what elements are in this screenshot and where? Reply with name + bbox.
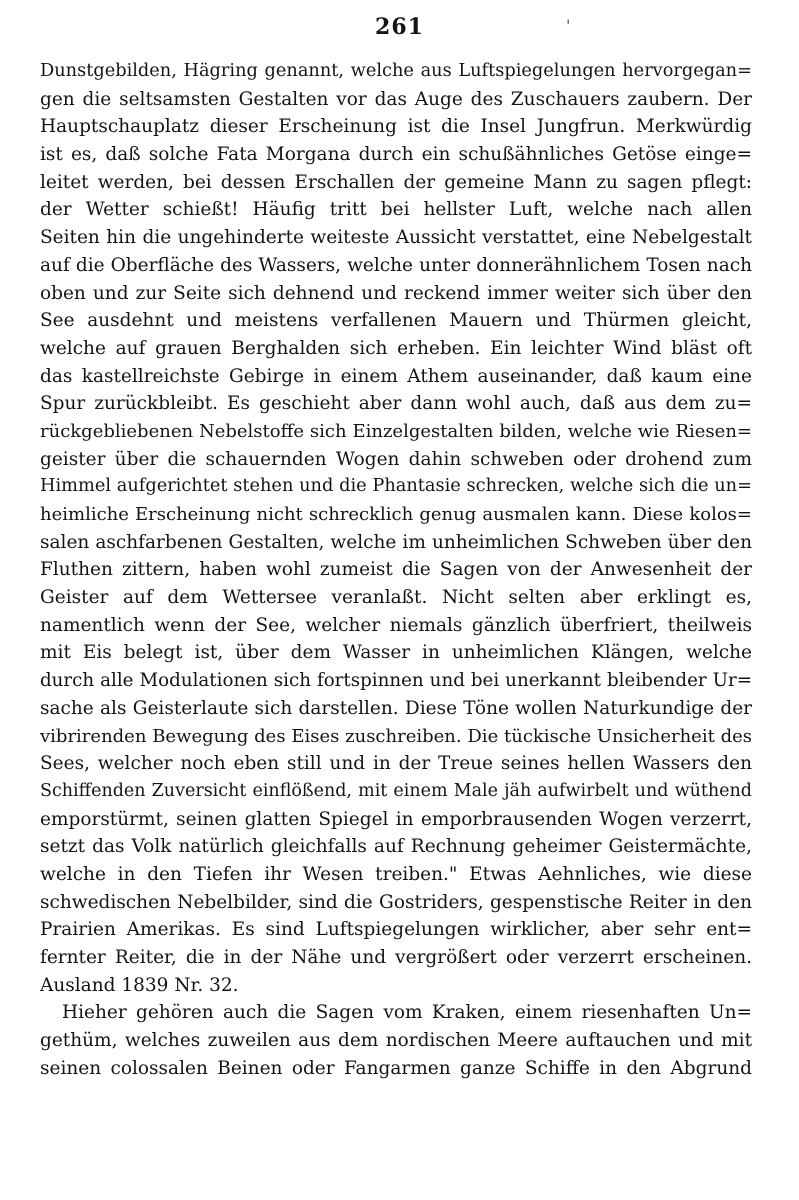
text-line: schwedischen Nebelbilder, sind die Gostriders, gespenstische Reiter in den xyxy=(40,891,752,913)
text-line: durch alle Modulationen sich fortspinnen und bei unerkannt bleibender Ur= xyxy=(40,670,752,692)
text-line: Fluthen zittern, haben wohl zumeist die Sagen von der Anwesenheit der xyxy=(40,559,752,581)
paragraph-1 xyxy=(40,58,752,999)
text-line: gethüm, welches zuweilen aus dem nordischen Meere auftauchen und mit xyxy=(40,1030,752,1052)
text-line: emporstürmt, seinen glatten Spiegel in emporbrausenden Wogen verzerrt, xyxy=(40,808,752,830)
paragraph-2 xyxy=(40,999,752,1082)
text-line: welche in den Tiefen ihr Wesen treiben." Etwas Aehnliches, wie diese xyxy=(40,863,752,885)
text-line: der Wetter schießt! Häufig tritt bei hellster Luft, welche nach allen xyxy=(40,199,752,221)
text-line: Geister auf dem Wettersee veranlaßt. Nicht selten aber erklingt es, xyxy=(40,587,752,609)
text-line: das kastellreichste Gebirge in einem Athem auseinander, daß kaum eine xyxy=(40,365,752,387)
text-line: setzt das Volk natürlich gleichfalls auf Rechnung geheimer Geistermächte, xyxy=(40,836,752,858)
text-line: Prairien Amerikas. Es sind Luftspiegelungen wirklicher, aber sehr ent= xyxy=(40,919,752,941)
text-line: Hieher gehören auch die Sagen vom Kraken, einem riesenhaften Un= xyxy=(62,1002,752,1024)
text-line: Seiten hin die ungehinderte weiteste Aussicht verstattet, eine Nebelgestalt xyxy=(40,227,752,249)
text-line: auf die Oberfläche des Wassers, welche unter donnerähnlichem Tosen nach xyxy=(40,254,752,276)
text-line: fernter Reiter, die in der Nähe und vergrößert oder verzerrt erscheinen. xyxy=(40,947,752,968)
text-line: ist es, daß solche Fata Morgana durch ein schußähnliches Getöse einge= xyxy=(40,144,752,166)
text-line: namentlich wenn der See, welcher niemals gänzlich überfriert, theilweis xyxy=(40,614,752,636)
text-line: Hauptschauplatz dieser Erscheinung ist die Insel Jungfrun. Merkwürdig xyxy=(40,116,752,138)
text-line: sache als Geisterlaute sich darstellen. Diese Töne wollen Naturkundige der xyxy=(40,697,752,719)
text-line: seinen colossalen Beinen oder Fangarmen ganze Schiffe in den Abgrund xyxy=(40,1057,752,1079)
body-text xyxy=(40,58,752,1082)
page-mark: ' xyxy=(566,16,571,35)
text-line: oben und zur Seite sich dehnend und reckend immer weiter sich über den xyxy=(40,282,752,304)
text-line: geister über die schauernden Wogen dahin schweben oder drohend zum xyxy=(40,448,752,470)
text-line: mit Eis belegt ist, über dem Wasser in unheimlichen Klängen, welche xyxy=(40,642,752,664)
page-number: 261 xyxy=(375,14,424,40)
text-line: heimliche Erscheinung nicht schrecklich genug ausmalen kann. Diese kolos= xyxy=(40,504,752,525)
text-line: leitet werden, bei dessen Erschallen der gemeine Mann zu sagen pflegt: xyxy=(40,171,752,193)
text-line: gen die seltsamsten Gestalten vor das Auge des Zuschauers zaubern. Der xyxy=(40,88,752,110)
text-line: See ausdehnt und meistens verfallenen Mauern und Thürmen gleicht, xyxy=(40,310,752,332)
text-line: Dunstgebilden, Hägring genannt, welche aus Luftspiegelungen hervorgegan= xyxy=(40,61,752,81)
text-line: Sees, welcher noch eben still und in der Treue seines hellen Wassers den xyxy=(40,753,752,775)
text-line: salen aschfarbenen Gestalten, welche im unheimlichen Schweben über den xyxy=(40,531,752,553)
text-line: rückgebliebenen Nebelstoffe sich Einzelgestalten bilden, welche wie Riesen= xyxy=(40,420,752,442)
text-line: vibrirenden Bewegung des Eises zuschreiben. Die tückische Unsicherheit des xyxy=(40,725,752,747)
text-line: Spur zurückbleibt. Es geschieht aber dann wohl auch, daß aus dem zu= xyxy=(40,393,752,415)
text-line: Schiffenden Zuversicht einflößend, mit einem Male jäh aufwirbelt und wüthend xyxy=(40,780,752,801)
text-line: Himmel aufgerichtet stehen und die Phantasie schrecken, welche sich die un= xyxy=(40,476,752,497)
citation-line: Ausland 1839 Nr. 32. xyxy=(40,974,239,996)
text-line: welche auf grauen Berghalden sich erheben. Ein leichter Wind bläst oft xyxy=(40,337,752,359)
